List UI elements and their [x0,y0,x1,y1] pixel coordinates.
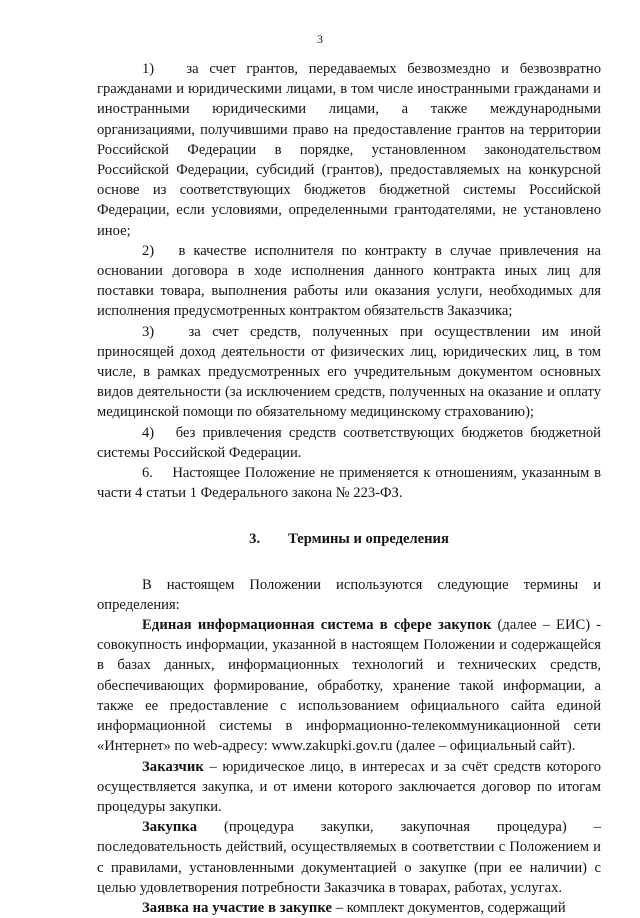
list-item-text: без привлечения средств соответствующих бюджетов бюджетной системы Российской Федерации. [97,424,601,461]
intro-paragraph: В настоящем Положении используются следующие термины и определения: [97,576,601,613]
definition-text: – комплект документов, содержащий [332,899,566,916]
page-number: 3 [317,32,323,46]
definition-paragraph [97,817,601,898]
definition-paragraph [97,757,601,818]
list-item-text: за счет грантов, передаваемых безвозмездно и безвозвратно гражданами и юридическими лицами, в том числе иностранными гражданами и иностранными юридическими лицами, а также международными организациями, получившими право на предоставление грантов на территории Российской Федерации в порядке, установленном законодательством Российской Федерации, субсидий (грантов), предоставляемых на конкурсной основе из соответствующих бюджетов бюджетной системы Российской Федерации, если условиями, определенными грантодателями, не установлено иное; [97,61,601,239]
list-item [97,423,601,463]
list-item-number: 4) [142,424,155,441]
point-6 [97,463,601,503]
point-number: 6. [142,465,153,482]
definition-paragraph [97,898,601,918]
point-text: Настоящее Положение не применяется к отношениям, указанным в части 4 статьи 1 Федерального закона № 223-ФЗ. [97,465,601,502]
section-heading [97,529,601,549]
definition-text: (процедура закупки, закупочная процедура) – последовательность действий, осуществляемых в соответствии с Положением и с правилами, установленными документацией о закупке (при ее наличии) с целью удовлетворения потребности Заказчика в товарах, работах, услугах. [97,819,601,896]
list-item [97,59,601,241]
list-item-number: 3) [142,323,155,340]
definition-paragraph [97,615,601,756]
document-body [97,59,601,918]
list-item [97,241,601,322]
definition-term: Заказчик [142,758,204,775]
section-number: 3. [249,531,261,548]
list-item-text: за счет средств, полученных при осуществлении им иной приносящей доход деятельности от физических лиц, юридических лиц, в том числе, в рамках предусмотренных его учредительным документом основных видов деятельности (за исключением средств, полученных на оказание и оплату медицинской помощи по обязательному медицинскому страхованию); [97,323,601,421]
definition-text: – юридическое лицо, в интересах и за счёт средств которого осуществляется закупка, и от имени которого заключается договор по итогам процедуры закупки. [97,758,601,815]
definition-term: Закупка [142,819,198,836]
definition-text: (далее – ЕИС) - совокупность информации, указанной в настоящем Положении и содержащейся в базах данных, информационных технологий и технических средств, обеспечивающих формирование, обработку, хранение такой информации, а также ее предоставление с использованием официального сайта единой информационной системы в информационно-телекоммуникационной сети «Интернет» по web-адресу: www.zakupki.gov.ru (далее – официальный сайт). [97,617,601,755]
list-item-number: 2) [142,242,155,259]
section-title: Термины и определения [288,531,449,548]
list-item [97,322,601,423]
definition-term: Заявка на участие в закупке [142,899,333,916]
list-item-number: 1) [142,61,155,77]
definition-term: Единая информационная система в сфере закупок [142,617,492,634]
list-item-text: в качестве исполнителя по контракту в случае привлечения на основании договора в ходе исполнения данного контракта иных лиц для поставки товара, выполнения работы или оказания услуги, необходимых для исполнения предусмотренных контрактом обязательств Заказчика; [97,242,602,320]
